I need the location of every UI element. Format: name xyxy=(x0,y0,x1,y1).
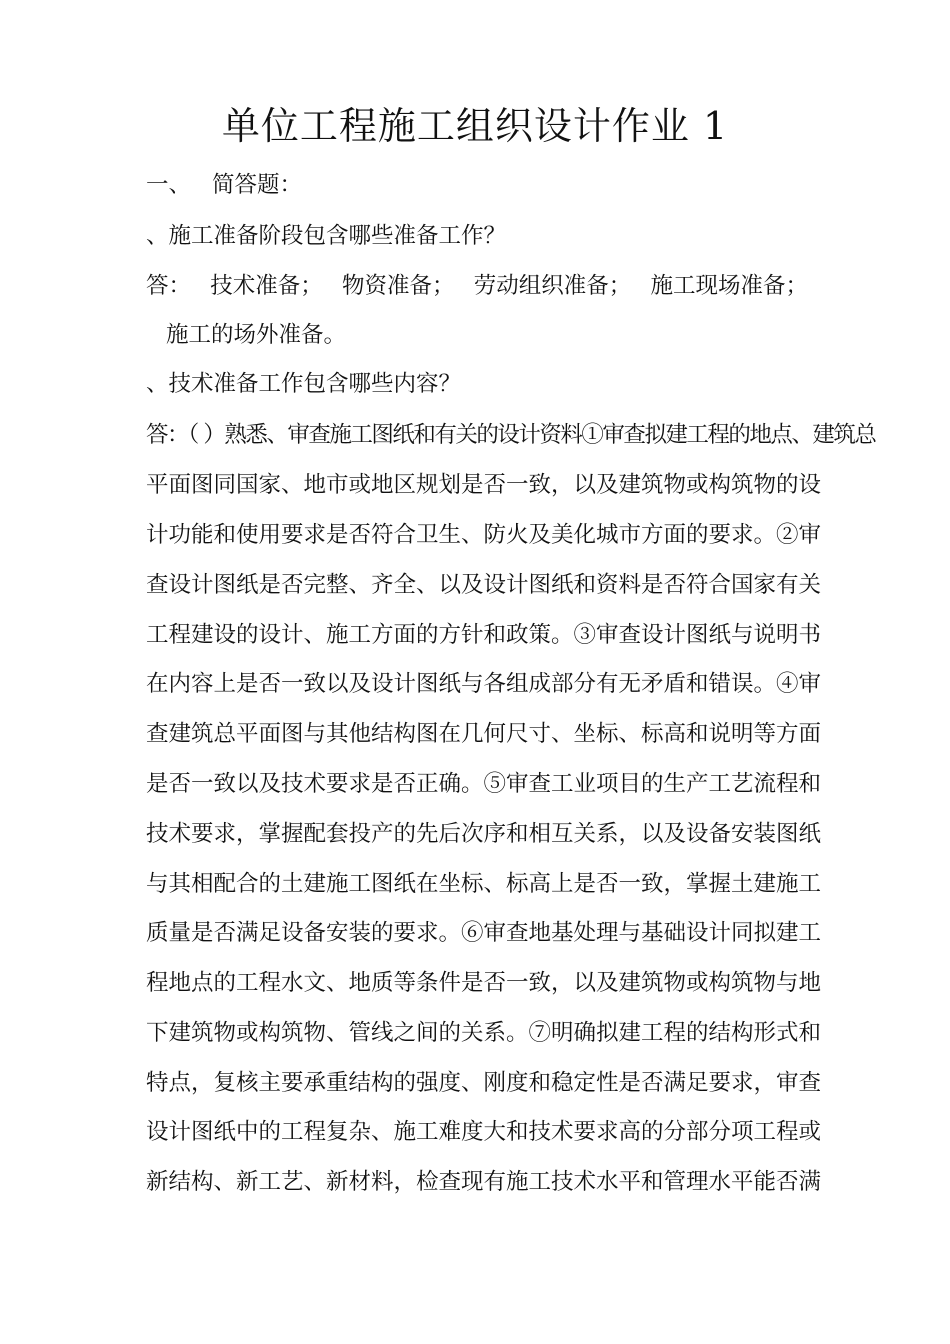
answer-2-line: 设计图纸中的工程复杂、施工难度大和技术要求高的分部分项工程或 xyxy=(146,1119,822,1145)
section-heading xyxy=(146,170,302,200)
question-1: 、施工准备阶段包含哪些准备工作？ xyxy=(146,223,507,249)
answer-1-item: 施工现场准备； xyxy=(650,273,808,299)
section-number: 一、 xyxy=(146,172,192,198)
answer-1-item: 物资准备； xyxy=(341,273,455,299)
answer-2-line: 技术要求，掌握配套投产的先后次序和相互关系，以及设备安装图纸 xyxy=(146,821,822,847)
answer-2-line: 下建筑物或构筑物、管线之间的关系。⑦明确拟建工程的结构形式和 xyxy=(146,1020,822,1046)
answer-2-line: 查设计图纸是否完整、齐全、以及设计图纸和资料是否符合国家有关 xyxy=(146,572,822,598)
answer-2-line: 在内容上是否一致以及设计图纸与各组成部分有无矛盾和错误。④审 xyxy=(146,671,822,697)
section-label: 简答题： xyxy=(212,172,303,198)
answer-2-line: 程地点的工程水文、地质等条件是否一致，以及建筑物或构筑物与地 xyxy=(146,970,822,996)
answer-2-line: 是否一致以及技术要求是否正确。⑤审查工业项目的生产工艺流程和 xyxy=(146,771,822,797)
answer-2-line: 特点，复核主要承重结构的强度、刚度和稳定性是否满足要求，审查 xyxy=(146,1070,822,1096)
answer-1 xyxy=(146,271,808,301)
question-2: 、技术准备工作包含哪些内容？ xyxy=(146,371,462,397)
answer-2-line: 质量是否满足设备安装的要求。⑥审查地基处理与基础设计同拟建工 xyxy=(146,920,822,946)
answer-2-line: 与其相配合的土建施工图纸在坐标、标高上是否一致，掌握土建施工 xyxy=(146,871,822,897)
answer-2-line: 查建筑总平面图与其他结构图在几何尺寸、坐标、标高和说明等方面 xyxy=(146,721,822,747)
answer-1-item: 劳动组织准备； xyxy=(473,273,632,299)
answer-2-line: 答：（ ）熟悉、审查施工图纸和有关的设计资料①审查拟建工程的地点、建筑总 xyxy=(146,422,876,448)
answer-2-line: 计功能和使用要求是否符合卫生、防火及美化城市方面的要求。②审 xyxy=(146,522,822,548)
answer-1-continuation: 施工的场外准备。 xyxy=(166,322,347,348)
answer-1-item: 技术准备； xyxy=(210,273,323,299)
answer-2-line: 平面图同国家、地市或地区规划是否一致，以及建筑物或构筑物的设 xyxy=(146,472,822,498)
answer-1-prefix: 答： xyxy=(146,273,192,299)
document-title: 单位工程施工组织设计作业 1 xyxy=(221,104,729,148)
answer-2-line: 工程建设的设计、施工方面的方针和政策。③审查设计图纸与说明书 xyxy=(146,622,822,648)
answer-2-line: 新结构、新工艺、新材料，检查现有施工技术水平和管理水平能否满 xyxy=(146,1169,822,1195)
